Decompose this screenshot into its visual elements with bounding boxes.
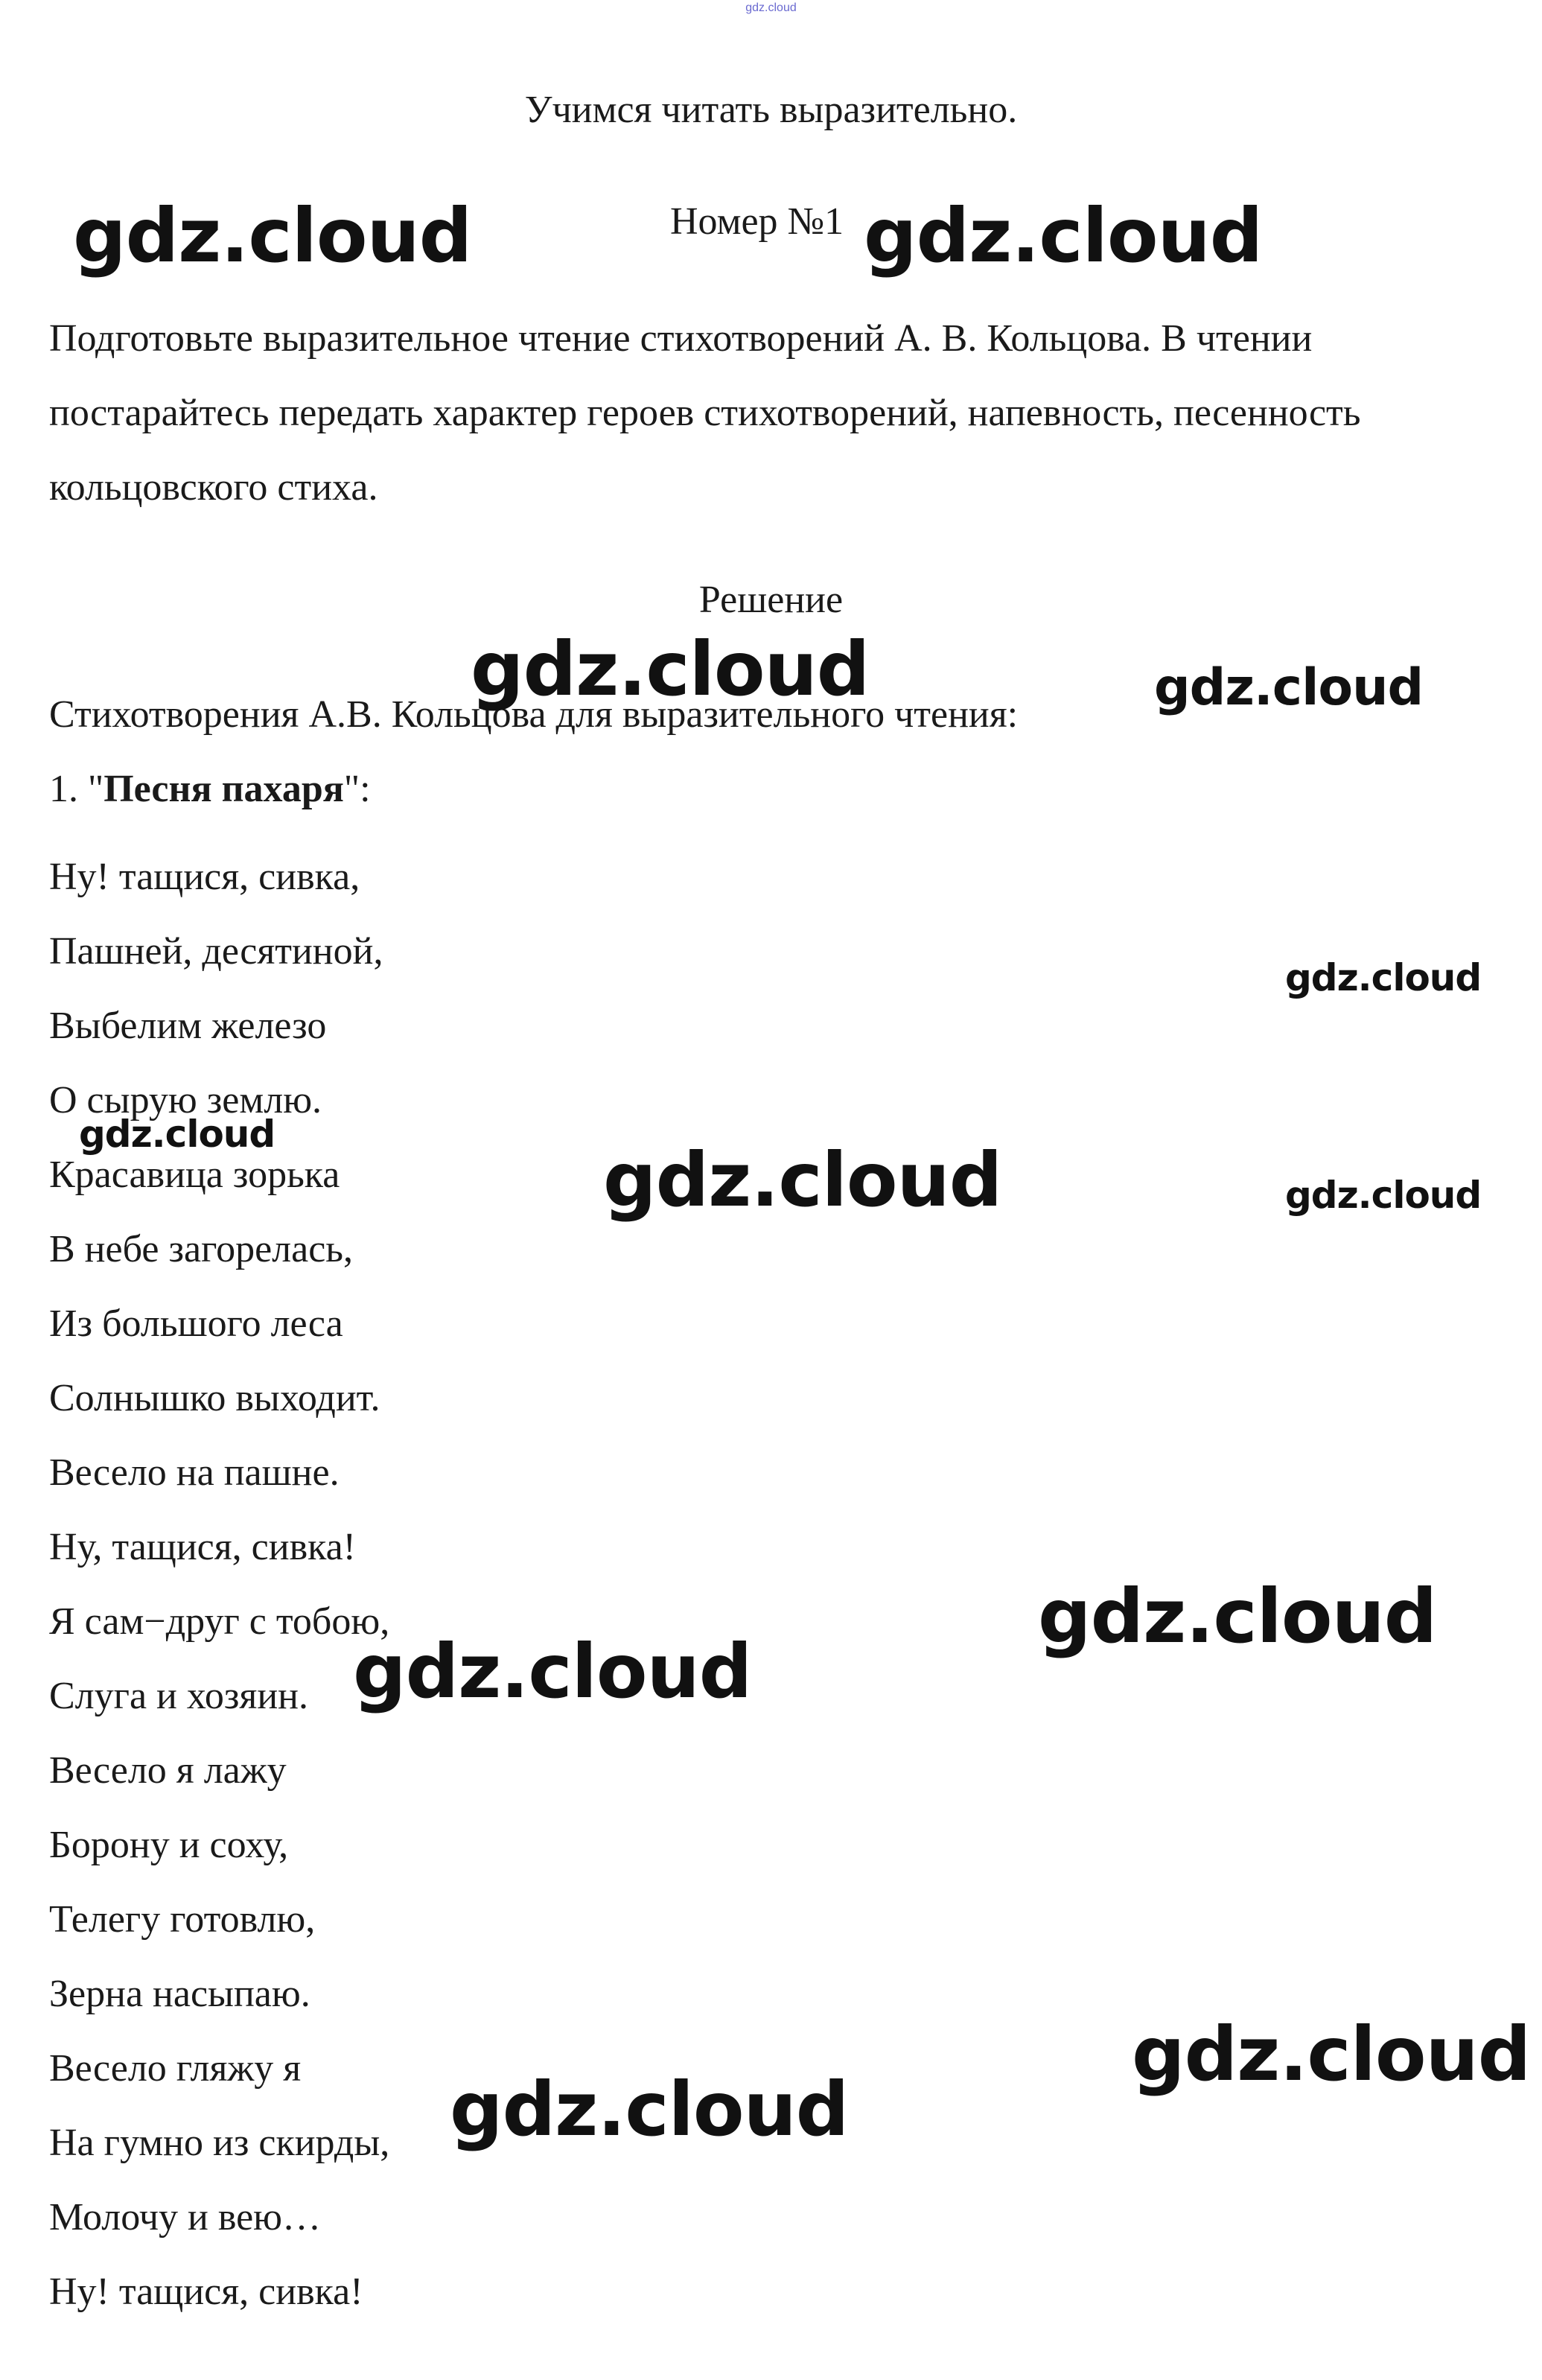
poem-line: О сырую землю. bbox=[49, 1079, 322, 1121]
watermark: gdz.cloud bbox=[1132, 2011, 1531, 2098]
poem-line: Пашней, десятиной, bbox=[49, 930, 383, 973]
task-text: Подготовьте выразительное чтение стихотворений А. В. Кольцова. В чтении постарайтесь передать характер героев стихотворений, напевность, песенность кольцовского стиха. bbox=[49, 317, 1361, 509]
poem-line: Весело я лажу bbox=[49, 1749, 287, 1792]
solution-intro: Стихотворения А.В. Кольцова для выразительного чтения: bbox=[49, 693, 1019, 736]
poem-line: На гумно из скирды, bbox=[49, 2122, 390, 2164]
poem-line: Молочу и вею… bbox=[49, 2196, 322, 2239]
poem-line: Из большого леса bbox=[49, 1302, 343, 1345]
poem-title-suffix: ": bbox=[343, 768, 371, 810]
watermark: gdz.cloud bbox=[864, 192, 1263, 279]
poem-line: Я сам−друг с тобою, bbox=[49, 1600, 390, 1643]
poem-lines bbox=[49, 840, 389, 2329]
poem-line: Слуга и хозяин. bbox=[49, 1675, 309, 1717]
poem-line: Ну, тащися, сивка! bbox=[49, 1526, 356, 1568]
poem-line: Солнышко выходит. bbox=[49, 1377, 380, 1419]
watermark: gdz.cloud bbox=[73, 192, 472, 279]
watermark: gdz.cloud bbox=[353, 1628, 752, 1715]
solution-heading: Решение bbox=[698, 579, 844, 621]
top-watermark: gdz.cloud bbox=[745, 1, 797, 14]
section-title: Учимся читать выразительно. bbox=[524, 89, 1018, 131]
poem-line: Выбелим железо bbox=[49, 1005, 327, 1047]
poem-line: Весело гляжу я bbox=[49, 2047, 302, 2090]
poem-line: Зерна насыпаю. bbox=[49, 1973, 310, 2015]
watermark: gdz.cloud bbox=[450, 2066, 849, 2153]
watermark: gdz.cloud bbox=[79, 1113, 275, 1156]
exercise-number: Номер №1 bbox=[670, 200, 844, 243]
watermark: gdz.cloud bbox=[1154, 658, 1424, 717]
poem-title-name: Песня пахаря bbox=[103, 768, 344, 810]
watermark: gdz.cloud bbox=[603, 1136, 1002, 1224]
poem-line: Красавица зорька bbox=[49, 1154, 340, 1196]
poem-line: Весело на пашне. bbox=[49, 1451, 340, 1494]
watermark: gdz.cloud bbox=[1285, 1174, 1482, 1217]
poem-line: В небе загорелась, bbox=[49, 1228, 354, 1270]
poem-line: Ну! тащися, сивка! bbox=[49, 2271, 363, 2313]
watermark: gdz.cloud bbox=[1285, 956, 1482, 999]
watermark: gdz.cloud bbox=[471, 626, 870, 713]
poem-title-prefix: 1. " bbox=[49, 768, 104, 810]
poem-line: Борону и соху, bbox=[49, 1824, 289, 1866]
poem-line: Ну! тащися, сивка, bbox=[49, 856, 360, 898]
watermark: gdz.cloud bbox=[1038, 1573, 1437, 1660]
poem-title bbox=[49, 767, 371, 811]
poem-line: Телегу готовлю, bbox=[49, 1898, 316, 1941]
